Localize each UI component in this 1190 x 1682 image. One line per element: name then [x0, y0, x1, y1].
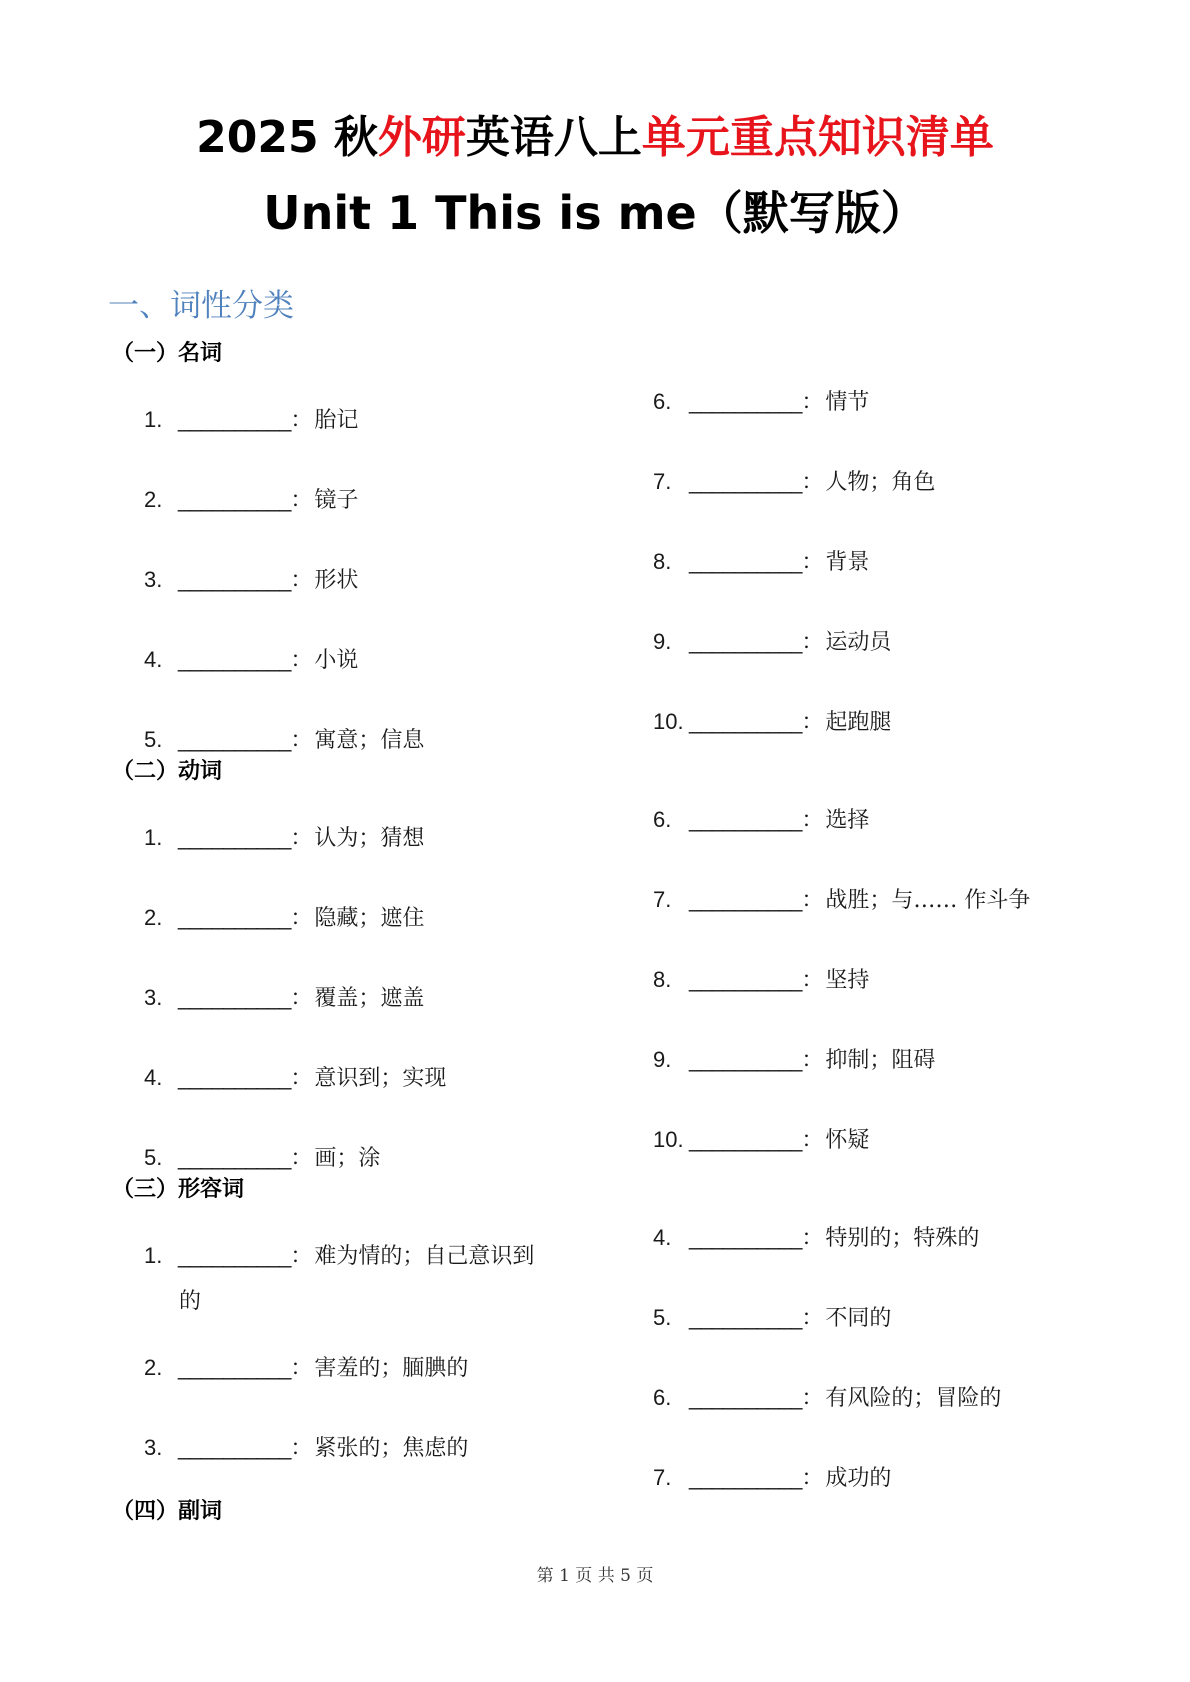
verbs-heading: （二）动词 — [112, 759, 223, 784]
answer-blank: __________ — [689, 1465, 802, 1490]
answer-blank: __________ — [689, 469, 802, 494]
list-item: 2. __________：镜子 — [144, 487, 359, 513]
list-item: 10. __________：起跑腿 — [653, 709, 892, 735]
answer-blank: __________ — [178, 487, 291, 512]
list-item: 2. __________：隐藏；遮住 — [144, 905, 425, 931]
answer-blank: __________ — [689, 807, 802, 832]
document-title — [0, 108, 1190, 168]
answer-blank: __________ — [689, 1127, 802, 1152]
title-topic: 单元重点知识清单 — [641, 112, 994, 163]
list-item: 3. __________：形状 — [144, 567, 359, 593]
answer-blank: __________ — [178, 1355, 291, 1380]
page-footer: 第 1 页 共 5 页 — [536, 1566, 654, 1586]
adjectives-heading: （三）形容词 — [112, 1177, 245, 1202]
list-item: 8. __________：背景 — [653, 549, 870, 575]
answer-blank: __________ — [689, 1305, 802, 1330]
list-item: 4. __________：特别的；特殊的 — [653, 1225, 980, 1251]
answer-blank: __________ — [689, 629, 802, 654]
adverbs-heading: （四）副词 — [112, 1499, 223, 1524]
list-item: 3. __________：紧张的；焦虑的 — [144, 1435, 469, 1461]
answer-blank: __________ — [689, 549, 802, 574]
section-heading: 一、词性分类 — [108, 288, 294, 324]
answer-blank: __________ — [178, 905, 291, 930]
list-item: 5. __________：不同的 — [653, 1305, 892, 1331]
answer-blank: __________ — [178, 647, 291, 672]
list-item: 1. __________：认为；猜想 — [144, 825, 425, 851]
answer-blank: __________ — [178, 407, 291, 432]
answer-blank: __________ — [178, 1435, 291, 1460]
answer-blank: __________ — [689, 1225, 802, 1250]
title-publisher: 外研 — [377, 112, 466, 163]
list-item: 7. __________：人物；角色 — [653, 469, 936, 495]
list-item: 4. __________：意识到；实现 — [144, 1065, 447, 1091]
list-item: 6. __________：情节 — [653, 389, 870, 415]
list-item: 3. __________：覆盖；遮盖 — [144, 985, 425, 1011]
answer-blank: __________ — [689, 967, 802, 992]
list-item: 5. __________：画；涂 — [144, 1145, 381, 1171]
answer-blank: __________ — [178, 727, 291, 752]
title-year: 2025 秋 — [196, 112, 378, 163]
nouns-heading: （一）名词 — [112, 341, 223, 366]
answer-blank: __________ — [689, 887, 802, 912]
answer-blank: __________ — [178, 1065, 291, 1090]
list-item-continuation: 的 — [179, 1289, 202, 1314]
list-item: 2. __________：害羞的；腼腆的 — [144, 1355, 469, 1381]
document-subtitle: Unit 1 This is me（默写版） — [263, 186, 927, 240]
answer-blank: __________ — [689, 389, 802, 414]
list-item: 8. __________：坚持 — [653, 967, 870, 993]
answer-blank: __________ — [689, 1047, 802, 1072]
title-subject: 英语八上 — [465, 112, 642, 163]
list-item: 9. __________：抑制；阻碍 — [653, 1047, 936, 1073]
list-item: 10. __________：怀疑 — [653, 1127, 870, 1153]
list-item: 1. __________：难为情的；自己意识到 — [144, 1243, 535, 1269]
answer-blank: __________ — [689, 1385, 802, 1410]
answer-blank: __________ — [178, 985, 291, 1010]
answer-blank: __________ — [178, 1145, 291, 1170]
answer-blank: __________ — [178, 567, 291, 592]
list-item: 1. __________：胎记 — [144, 407, 359, 433]
list-item: 4. __________：小说 — [144, 647, 359, 673]
list-item: 6. __________：有风险的；冒险的 — [653, 1385, 1002, 1411]
list-item: 5. __________：寓意；信息 — [144, 727, 425, 753]
list-item: 7. __________：成功的 — [653, 1465, 892, 1491]
list-item: 7. __________：战胜；与…… 作斗争 — [653, 887, 1031, 913]
list-item: 9. __________：运动员 — [653, 629, 892, 655]
answer-blank: __________ — [178, 1243, 291, 1268]
list-item: 6. __________：选择 — [653, 807, 870, 833]
answer-blank: __________ — [689, 709, 802, 734]
answer-blank: __________ — [178, 825, 291, 850]
